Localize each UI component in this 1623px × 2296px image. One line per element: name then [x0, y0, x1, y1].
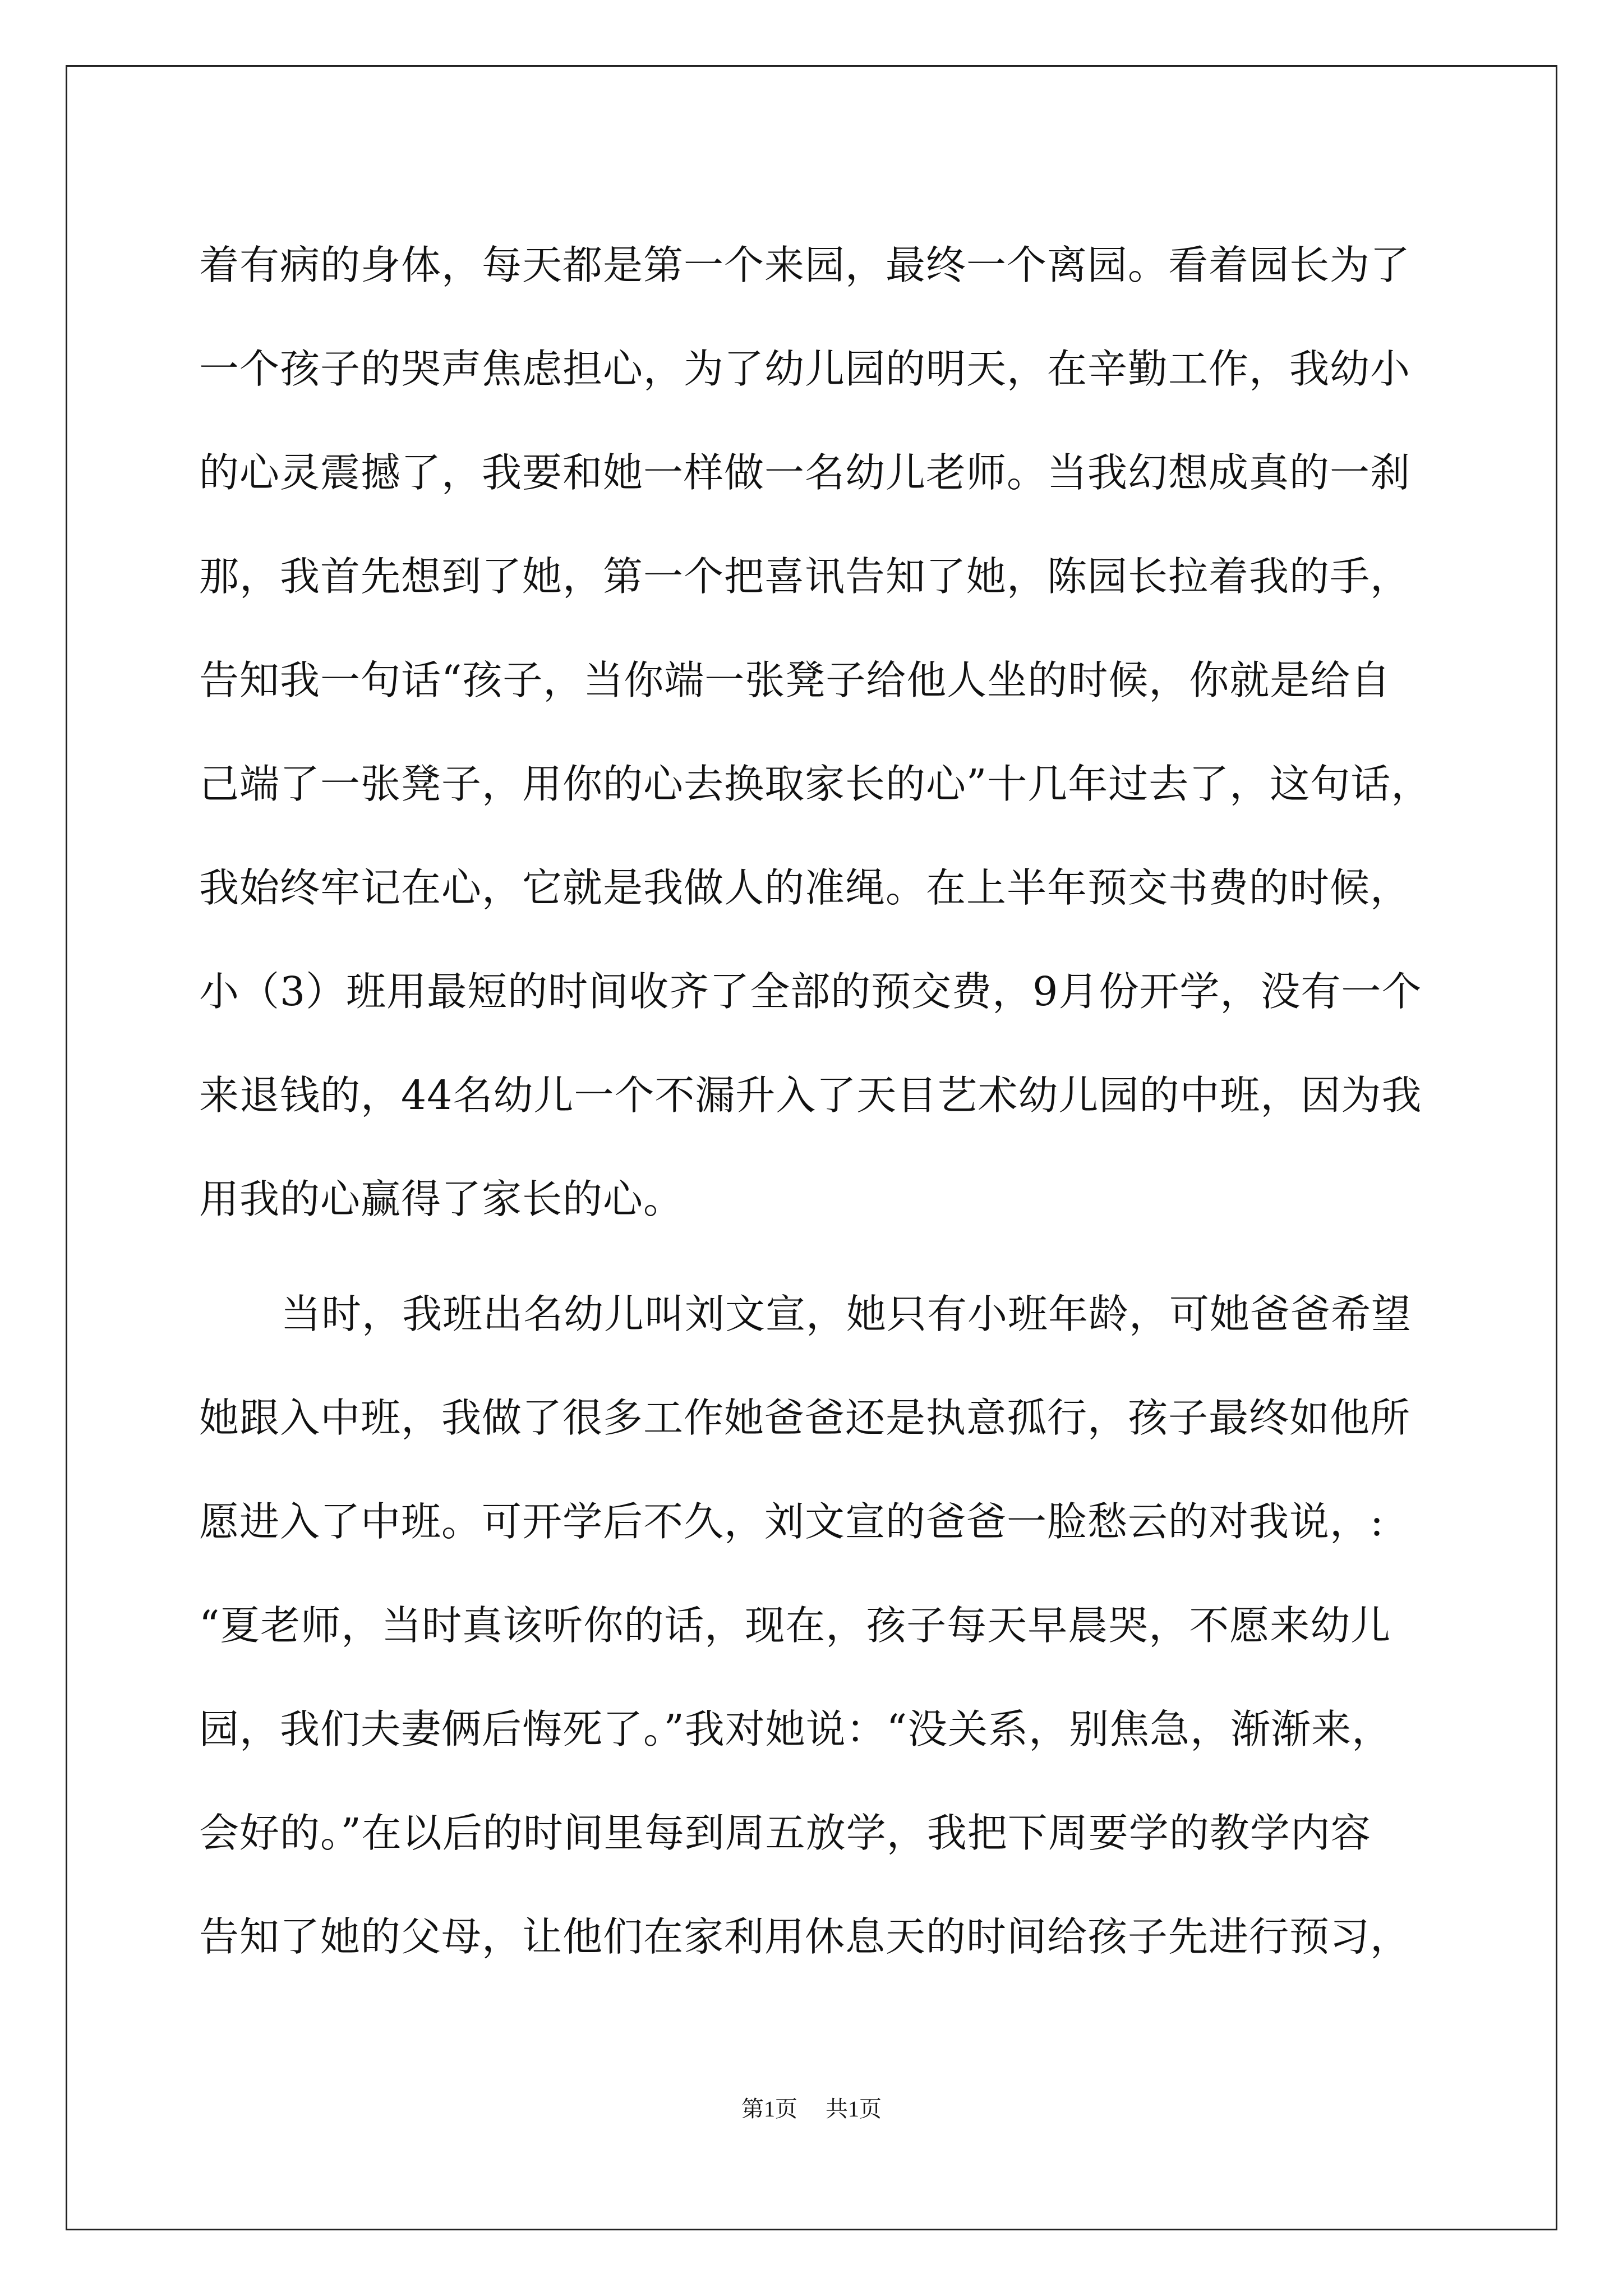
- text-line: 用我的心赢得了家长的心。: [199, 1176, 684, 1222]
- text-line: 她跟入中班，我做了很多工作她爸爸还是执意孤行，孩子最终如他所: [199, 1395, 1411, 1441]
- text-line: “夏老师，当时真该听你的话，现在，孩子每天早晨哭，不愿来幼儿: [199, 1602, 1391, 1649]
- page-number: 第1页: [741, 2096, 797, 2122]
- paragraph-start-line: 当时，我班出名幼儿叫刘文宣，她只有小班年龄，可她爸爸希望: [281, 1291, 1412, 1337]
- text-line: 己端了一张凳子，用你的心去换取家长的心”十几年过去了，这句话，: [199, 761, 1432, 807]
- page-footer: [0, 2092, 1623, 2126]
- text-line: 着有病的身体，每天都是第一个来园，最终一个离园。看着园长为了: [199, 242, 1411, 288]
- text-line: 小（3）班用最短的时间收齐了全部的预交费，9月份开学，没有一个: [199, 968, 1422, 1015]
- text-line: 来退钱的，44名幼儿一个不漏升入了天目艺术幼儿园的中班，因为我: [199, 1072, 1422, 1119]
- text-line: 的心灵震撼了，我要和她一样做一名幼儿老师。当我幻想成真的一刹: [199, 449, 1411, 496]
- text-line: 一个孩子的哭声焦虑担心，为了幼儿园的明天，在辛勤工作，我幼小: [199, 346, 1411, 392]
- text-line: 我始终牢记在心，它就是我做人的准绳。在上半年预交书费的时候，: [199, 864, 1411, 911]
- document-body: [199, 213, 1432, 1989]
- text-line: 园，我们夫妻俩后悔死了。”我对她说：“没关系，别焦急，渐渐来，: [199, 1706, 1393, 1752]
- text-line: 告知我一句话“孩子，当你端一张凳子给他人坐的时候，你就是给自: [199, 657, 1391, 703]
- text-line: 告知了她的父母，让他们在家利用休息天的时间给孩子先进行预习，: [199, 1913, 1411, 1960]
- page-total: 共1页: [826, 2096, 882, 2122]
- text-line: 会好的。”在以后的时间里每到周五放学，我把下周要学的教学内容: [199, 1810, 1371, 1856]
- text-line: 愿进入了中班。可开学后不久，刘文宣的爸爸一脸愁云的对我说，:: [199, 1498, 1384, 1545]
- text-line: 那，我首先想到了她，第一个把喜讯告知了她，陈园长拉着我的手，: [199, 553, 1411, 600]
